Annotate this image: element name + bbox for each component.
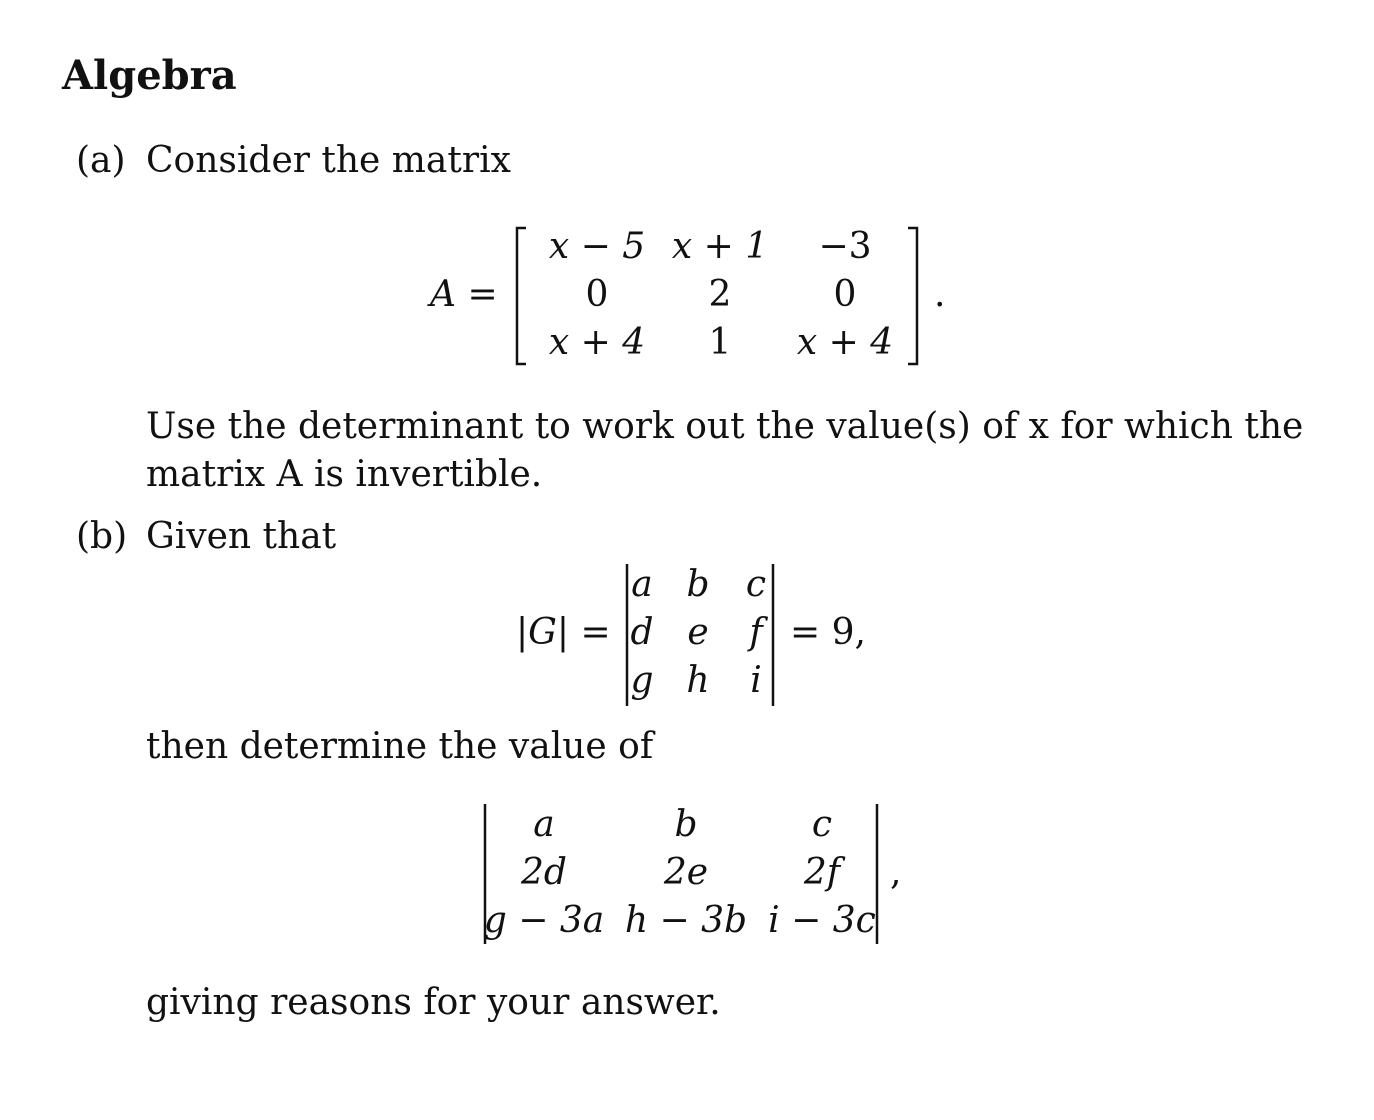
matrix-a-left-bracket <box>514 226 528 366</box>
matrix-a-cell-3-3: x + 4 <box>796 322 894 363</box>
det2-cell-1-2: b <box>674 804 698 845</box>
part-a-intro: Consider the matrix <box>146 140 511 181</box>
matrix-a-period: . <box>934 274 946 315</box>
det2-cell-3-2: h − 3b <box>624 900 748 941</box>
part-b-label: (b) <box>76 516 128 557</box>
det2-cell-3-1: g − 3a <box>483 900 605 941</box>
matrix-a-cell-2-1: 0 <box>585 274 609 315</box>
det-g-cell-2-3: f <box>749 612 763 653</box>
det-g-cell-1-2: b <box>686 564 710 605</box>
det-g-rhs: = 9, <box>790 612 866 653</box>
det-g-cell-2-2: e <box>687 612 709 653</box>
det2-cell-1-1: a <box>533 804 555 845</box>
det2-cell-2-2: 2e <box>663 852 709 893</box>
part-a-instruction-line2: matrix A is invertible. <box>146 454 543 495</box>
matrix-a-cell-3-1: x + 4 <box>548 322 646 363</box>
matrix-a-cell-2-2: 2 <box>708 274 732 315</box>
det2-cell-2-1: 2d <box>521 852 567 893</box>
det-g-cell-3-2: h <box>686 660 710 701</box>
det2-cell-3-3: i − 3c <box>768 900 876 941</box>
det-g-lhs-text: |G| = <box>516 612 611 653</box>
page-title: Algebra <box>62 52 237 99</box>
matrix-a-cell-1-2: x + 1 <box>671 226 769 267</box>
det-g-cell-1-1: a <box>631 564 653 605</box>
matrix-a-cell-1-1: x − 5 <box>548 226 646 267</box>
det-g-right-bar <box>770 564 776 706</box>
matrix-a-name <box>430 274 498 315</box>
part-b-then-text: then determine the value of <box>146 726 654 767</box>
matrix-a-name-text: A = <box>430 274 498 315</box>
det2-cell-2-3: 2f <box>803 852 841 893</box>
part-a-instruction-line1: Use the determinant to work out the value(s) of x for which the <box>146 406 1304 447</box>
matrix-a-cell-3-2: 1 <box>708 322 732 363</box>
matrix-a-right-bracket <box>906 226 920 366</box>
det2-comma: , <box>890 852 902 893</box>
det-g-cell-3-3: i <box>750 660 762 701</box>
det-g-left-bar <box>624 564 630 706</box>
det-g-cell-3-1: g <box>630 660 654 701</box>
part-a-label: (a) <box>76 140 126 181</box>
det2-cell-1-3: c <box>811 804 833 845</box>
det-g-lhs <box>516 612 611 653</box>
det-g-cell-1-3: c <box>745 564 767 605</box>
det-g-cell-2-1: d <box>630 612 654 653</box>
matrix-a-cell-1-3: −3 <box>818 226 872 267</box>
part-b-closing: giving reasons for your answer. <box>146 982 721 1023</box>
matrix-a-cell-2-3: 0 <box>833 274 857 315</box>
part-b-intro: Given that <box>146 516 337 557</box>
